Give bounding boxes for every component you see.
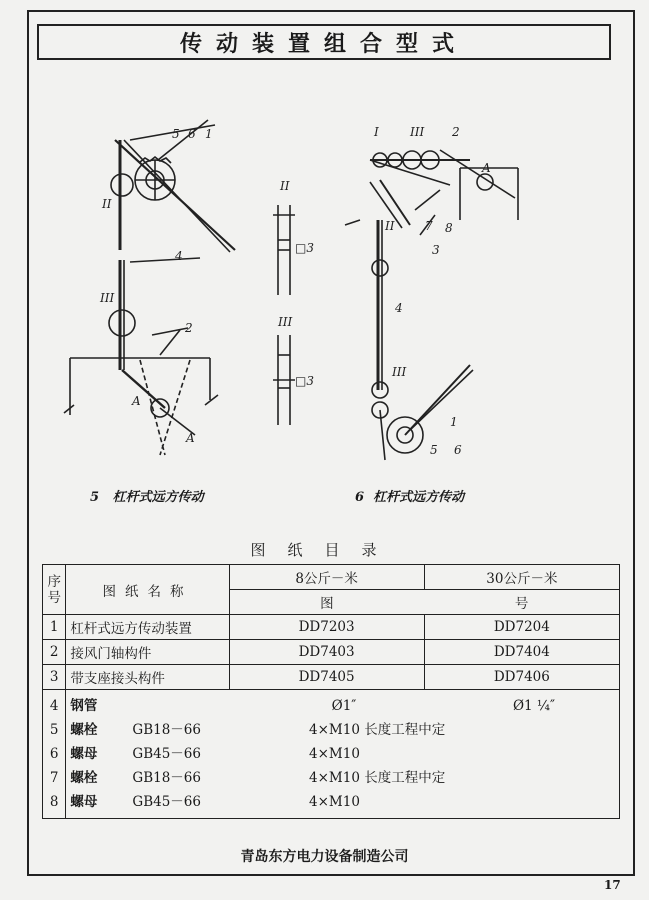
material-name: 螺栓 <box>70 722 98 738</box>
row-drawing-no: DD7203 <box>229 615 424 640</box>
table-row <box>43 640 620 665</box>
table-row <box>43 665 620 690</box>
material-item <box>70 742 225 766</box>
left-label: 2 <box>185 321 193 335</box>
drawing-catalog-table <box>42 564 620 819</box>
linkage-drawing <box>40 80 600 520</box>
row-name: 杠杆式远方传动装置 <box>66 615 229 640</box>
material-item <box>70 694 225 718</box>
header-tu: 图 <box>229 590 424 615</box>
material-item <box>70 790 225 814</box>
page-title: 传动装置组合型式 <box>37 24 611 60</box>
material-standard: GB45－66 <box>132 746 201 762</box>
header-name: 图纸名称 <box>66 565 229 615</box>
left-label: 1 <box>205 127 213 141</box>
row-drawing-no: DD7404 <box>424 640 619 665</box>
left-label: A <box>132 394 141 408</box>
material-item <box>70 766 225 790</box>
materials-specs <box>229 690 620 819</box>
right-assembly-drawing <box>345 150 518 460</box>
spec-8kg: Ø1″ <box>331 698 357 714</box>
header-hao: 号 <box>424 590 619 615</box>
material-name: 螺母 <box>70 746 98 762</box>
middle-label: □3 <box>295 241 314 255</box>
right-caption-number: 6 <box>355 490 365 505</box>
material-number: 4 <box>49 698 59 714</box>
row-name: 接风门轴构件 <box>66 640 229 665</box>
row-number: 3 <box>43 665 66 690</box>
right-drawing-caption <box>355 486 464 505</box>
left-caption-number: 5 <box>90 490 100 505</box>
material-number: 6 <box>49 746 59 762</box>
page-number: 17 <box>604 878 621 892</box>
left-drawing-caption <box>90 486 204 505</box>
row-drawing-no: DD7204 <box>424 615 619 640</box>
left-label: 4 <box>175 249 183 263</box>
table-row <box>43 615 620 640</box>
right-label: 1 <box>450 415 458 429</box>
right-label: II <box>385 219 395 233</box>
left-caption-text: 杠杆式远方传动 <box>112 490 204 505</box>
right-label: III <box>392 365 407 379</box>
material-name: 钢管 <box>70 698 98 714</box>
left-label: 5 <box>172 127 180 141</box>
right-caption-text: 杠杆式远方传动 <box>373 490 465 505</box>
material-spec: 4×M10 长度工程中定 <box>309 722 446 738</box>
material-item <box>70 718 225 742</box>
right-label: 3 <box>432 243 440 257</box>
right-label: A <box>482 161 491 175</box>
row-number: 1 <box>43 615 66 640</box>
material-standard: GB18－66 <box>132 722 201 738</box>
left-label: 6 <box>188 127 196 141</box>
row-drawing-no: DD7403 <box>229 640 424 665</box>
material-spec <box>229 694 619 718</box>
material-spec: 4×M10 <box>309 746 360 762</box>
materials-names <box>66 690 229 819</box>
materials-block <box>43 690 620 819</box>
material-number: 7 <box>49 770 59 786</box>
row-name: 带支座接头构件 <box>66 665 229 690</box>
left-label: III <box>100 291 115 305</box>
left-label: II <box>102 197 112 211</box>
row-drawing-no: DD7405 <box>229 665 424 690</box>
middle-label: III <box>278 315 293 329</box>
material-spec: 4×M10 长度工程中定 <box>309 770 446 786</box>
material-name: 螺栓 <box>70 770 98 786</box>
catalog-title: 图纸目录 <box>250 541 399 559</box>
row-number: 2 <box>43 640 66 665</box>
right-label: III <box>410 125 425 139</box>
middle-label: □3 <box>295 374 314 388</box>
material-standard: GB45－66 <box>132 794 201 810</box>
right-label: 5 <box>430 443 438 457</box>
left-assembly-drawing <box>64 120 235 455</box>
material-standard: GB18－66 <box>132 770 201 786</box>
material-number: 5 <box>49 722 59 738</box>
material-name: 螺母 <box>70 794 98 810</box>
material-number: 8 <box>49 794 59 810</box>
middle-label: II <box>280 179 290 193</box>
right-label: 4 <box>395 301 403 315</box>
right-label: 6 <box>454 443 462 457</box>
material-spec: 4×M10 <box>309 794 360 810</box>
right-label: I <box>374 125 379 139</box>
right-label: 2 <box>452 125 460 139</box>
company-footer: 青岛东方电力设备制造公司 <box>240 849 409 865</box>
header-30kg: 30公斤－米 <box>424 565 619 590</box>
header-seq: 序号 <box>43 565 66 615</box>
header-8kg: 8公斤－米 <box>229 565 424 590</box>
materials-numbers <box>43 690 66 819</box>
spec-30kg: Ø1 ¼″ <box>512 698 556 714</box>
left-label: A <box>186 431 195 445</box>
middle-detail-labels <box>277 179 314 388</box>
row-drawing-no: DD7406 <box>424 665 619 690</box>
right-label: 8 <box>445 221 453 235</box>
right-label: 7 <box>425 219 433 233</box>
